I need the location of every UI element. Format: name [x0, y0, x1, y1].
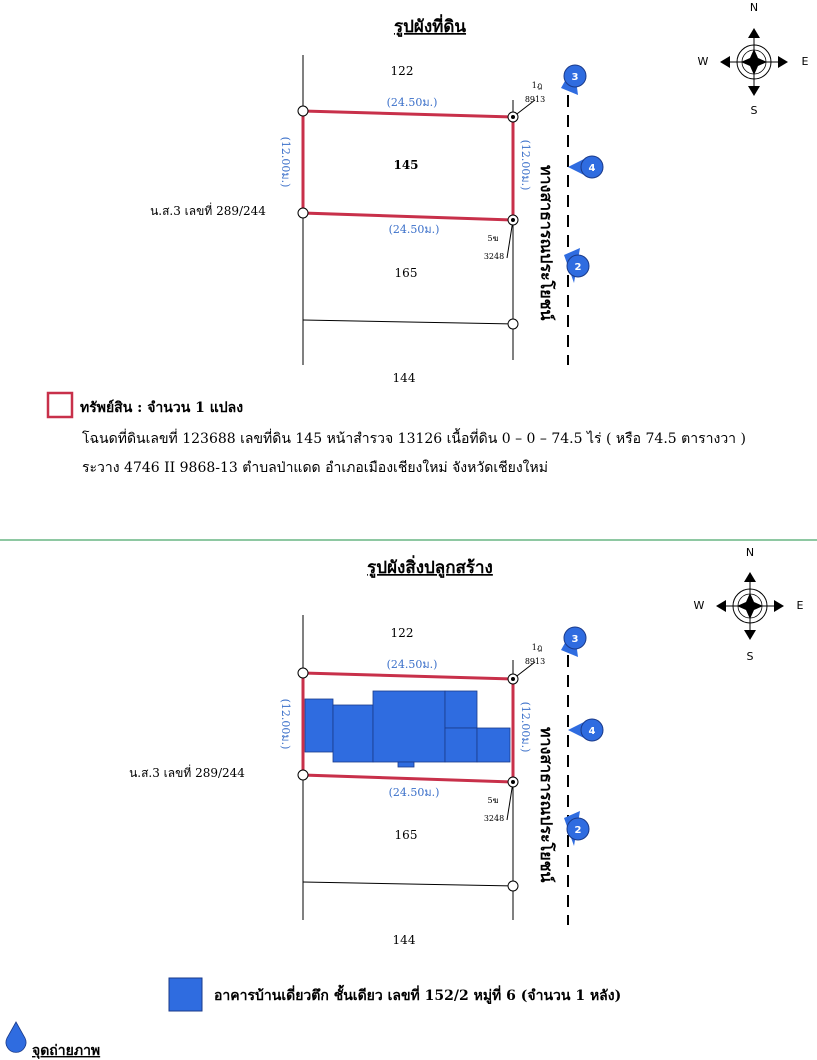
dimension-right: (12.00ม.): [519, 139, 532, 191]
parcel-north-number: 122: [390, 64, 414, 78]
parcel-north-number: 122: [390, 626, 414, 640]
asset-legend-swatch: [48, 393, 72, 417]
building-legend-text: อาคารบ้านเดี่ยวตึก ชั้นเดียว เลขที่ 152/2 หมู่ที่ 6 (จำนวน 1 หลัง): [214, 988, 622, 1004]
compass-north-label: N: [745, 546, 755, 559]
compass-south-label: S: [746, 650, 754, 663]
parcel-south-number: 165: [394, 266, 418, 280]
survey-marker-bottom-number: 3248: [483, 814, 505, 823]
survey-marker-top-code: 1ฎ: [531, 81, 543, 90]
building-plan-title: รูปผังสิ่งปลูกสร้าง: [367, 558, 493, 578]
compass-rose-icon: [720, 28, 788, 96]
location-details-line: ระวาง 4746 II 9868-13 ตำบลป่าแดด อำเภอเมืองเชียงใหม่ จังหวัดเชียงใหม่: [82, 460, 548, 476]
survey-marker-bottom-code: 5ฆ: [487, 796, 499, 805]
public-road-label: ทางสาธารณประโยชน์: [537, 165, 556, 321]
dimension-left: (12.00ม.): [279, 136, 292, 188]
svg-text:4: 4: [588, 726, 596, 737]
survey-marker-top-number: 8913: [524, 95, 546, 104]
compass-west-label: W: [693, 599, 705, 612]
photo-point-legend-label: จุดถ่ายภาพ: [32, 1043, 101, 1059]
photo-point-legend-icon: [6, 1022, 26, 1052]
parcel-bottom-number: 144: [392, 933, 416, 947]
photo-point-marker-icon: [568, 719, 603, 741]
parcel-bottom-number: 144: [392, 371, 416, 385]
compass-east-label: E: [801, 55, 809, 68]
survey-marker-top-code: 1ฎ: [531, 643, 543, 652]
left-parcel-label: น.ส.3 เลขที่ 289/244: [129, 766, 245, 780]
dimension-top: (24.50ม.): [386, 658, 438, 671]
survey-marker-top-number: 8913: [524, 657, 546, 666]
deed-details-line: โฉนดที่ดินเลขที่ 123688 เลขที่ดิน 145 หน้าสำรวจ 13126 เนื้อที่ดิน 0 – 0 – 74.5 ไร่ ( หรือ 74.5 ตารางวา ): [82, 431, 746, 447]
compass-north-label: N: [749, 1, 759, 14]
compass-rose-icon: [716, 572, 784, 640]
survey-marker-bottom-number: 3248: [483, 252, 505, 261]
public-road-label: ทางสาธารณประโยชน์: [537, 727, 556, 883]
land-plan-title: รูปผังที่ดิน: [393, 17, 467, 37]
dimension-bottom: (24.50ม.): [388, 223, 440, 236]
svg-text:2: 2: [574, 825, 582, 836]
photo-point-marker-icon: [568, 156, 603, 178]
building-legend-swatch: [169, 978, 202, 1011]
parcel-south-number: 165: [394, 828, 418, 842]
left-parcel-label: น.ส.3 เลขที่ 289/244: [150, 204, 266, 218]
dimension-left: (12.00ม.): [279, 698, 292, 750]
svg-text:2: 2: [574, 262, 582, 273]
svg-text:3: 3: [571, 634, 579, 645]
compass-east-label: E: [796, 599, 804, 612]
compass-west-label: W: [697, 55, 709, 68]
photo-point-marker-icon: [561, 65, 586, 95]
photo-point-marker-icon: [561, 627, 586, 657]
survey-marker-bottom-code: 5ฆ: [487, 234, 499, 243]
dimension-top: (24.50ม.): [386, 96, 438, 109]
svg-text:3: 3: [571, 72, 579, 83]
building-footprint: [305, 691, 510, 767]
asset-legend-heading: ทรัพย์สิน : จำนวน 1 แปลง: [80, 400, 244, 416]
dimension-right: (12.00ม.): [519, 701, 532, 753]
dimension-bottom: (24.50ม.): [388, 786, 440, 799]
svg-text:4: 4: [588, 163, 596, 174]
subject-parcel-number: 145: [393, 158, 419, 172]
compass-south-label: S: [750, 104, 758, 117]
